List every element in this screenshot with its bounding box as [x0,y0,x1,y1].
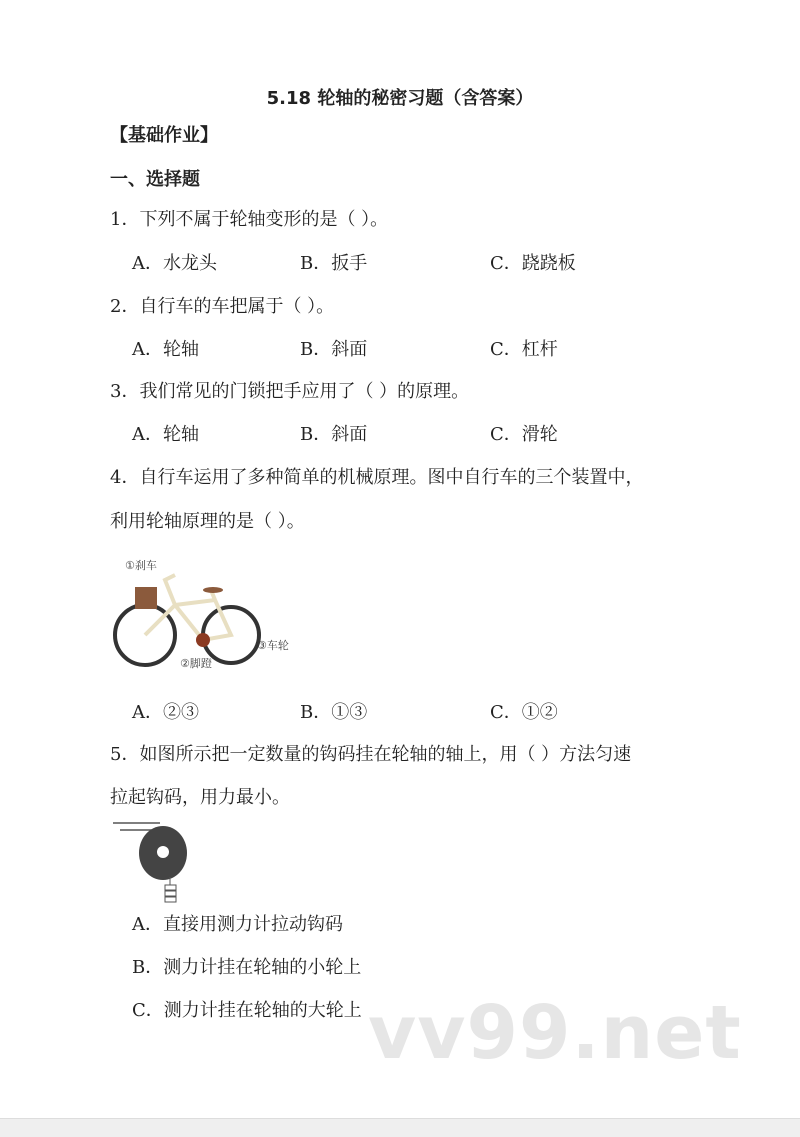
part-heading: 一、选择题 [110,169,200,190]
option-c: C．①② [490,702,558,723]
page-title: 5.18 轮轴的秘密习题（含答案） [266,88,534,109]
option-b: B．测力计挂在轮轴的小轮上 [132,957,362,978]
option-c: C．测力计挂在轮轴的大轮上 [132,1000,362,1021]
bottom-bar [0,1118,800,1137]
option-a: A．水龙头 [132,253,217,274]
option-b: B．斜面 [300,424,368,445]
option-a: A．轮轴 [132,424,199,445]
option-a: A．轮轴 [132,339,199,360]
question-2: 2．自行车的车把属于（ ）。 [110,296,335,317]
question-5: 5．如图所示把一定数量的钩码挂在轮轴的轴上，用（ ）方法匀速 [110,744,632,765]
option-b: B．斜面 [300,339,368,360]
option-b: B．扳手 [300,253,368,274]
label-pedal: ②脚蹬 [180,657,212,670]
bicycle-figure [105,555,305,675]
section-heading: 【基础作业】 [110,125,218,146]
label-brake: ①刹车 [125,559,157,572]
wheel-axle-figure [110,815,200,905]
option-c: C．跷跷板 [490,253,576,274]
option-a: A．②③ [132,702,199,723]
option-a: A．直接用测力计拉动钩码 [132,914,343,935]
watermark: vv99.net [368,990,742,1076]
option-c: C．滑轮 [490,424,558,445]
option-c: C．杠杆 [490,339,558,360]
question-4-line2: 利用轮轴原理的是（ ）。 [110,511,305,532]
question-1: 1．下列不属于轮轴变形的是（ ）。 [110,209,389,230]
question-4: 4．自行车运用了多种简单的机械原理。图中自行车的三个装置中， [110,467,644,488]
question-3: 3．我们常见的门锁把手应用了（ ）的原理。 [110,381,470,402]
label-wheel: ③车轮 [257,639,289,652]
question-5-line2: 拉起钩码，用力最小。 [110,787,290,808]
option-b: B．①③ [300,702,368,723]
